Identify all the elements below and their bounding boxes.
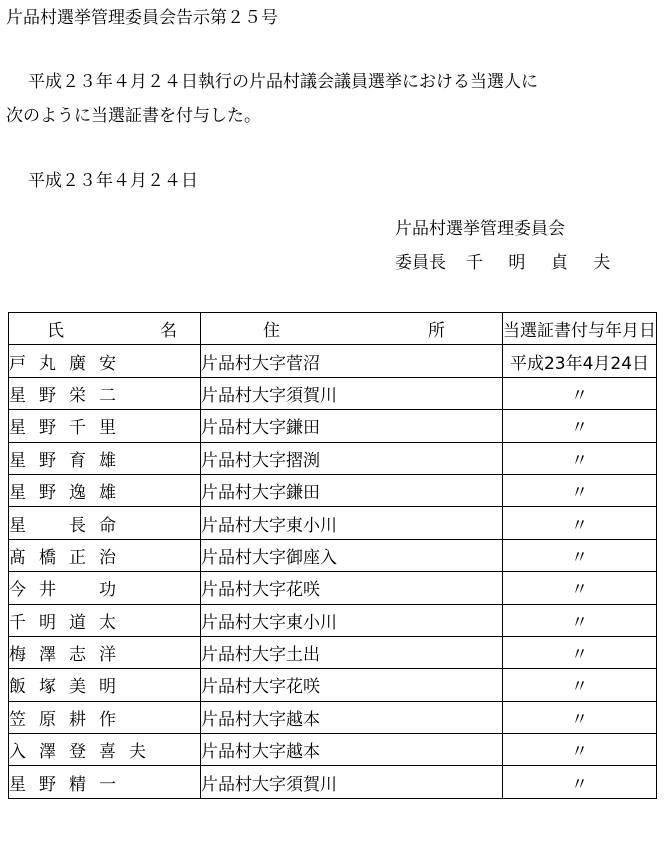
certificate-date: 〃	[503, 766, 657, 798]
certificate-date: 〃	[503, 442, 657, 474]
table-row	[9, 604, 657, 636]
member-address: 片品村大字花咲	[201, 572, 503, 604]
member-address: 片品村大字摺渕	[201, 442, 503, 474]
member-address: 片品村大字御座入	[201, 539, 503, 571]
chair-name: 千 明 貞 夫	[466, 253, 621, 273]
member-address: 片品村大字土出	[201, 636, 503, 668]
member-address: 片品村大字花咲	[201, 669, 503, 701]
table-row	[9, 442, 657, 474]
table-row	[9, 474, 657, 506]
certificate-date: 〃	[503, 604, 657, 636]
member-address: 片品村大字須賀川	[201, 766, 503, 798]
member-address: 片品村大字越本	[201, 734, 503, 766]
member-address: 片品村大字鎌田	[201, 474, 503, 506]
member-name: 今井 功	[9, 572, 201, 604]
certificate-date: 〃	[503, 377, 657, 409]
chair-title: 委員長	[395, 253, 446, 273]
issuing-organization: 片品村選挙管理委員会	[395, 219, 565, 239]
certificate-date: 〃	[503, 410, 657, 442]
certificate-date: 〃	[503, 701, 657, 733]
member-address: 片品村大字東小川	[201, 604, 503, 636]
table-header-row	[9, 313, 657, 345]
notice-body-line-1: 平成２３年４月２４日執行の片品村議会議員選挙における当選人に	[28, 72, 538, 92]
table-row	[9, 701, 657, 733]
notice-title: 片品村選挙管理委員会告示第２５号	[6, 8, 278, 28]
member-name: 星野精一	[9, 766, 201, 798]
chair-signature	[395, 253, 620, 273]
table-row	[9, 572, 657, 604]
notice-body-line-2: 次のように当選証書を付与した。	[6, 106, 261, 126]
member-name: 星野逸雄	[9, 474, 201, 506]
table-row	[9, 539, 657, 571]
column-header-name: 氏 名	[9, 313, 201, 345]
table-row	[9, 766, 657, 798]
member-address: 片品村大字菅沼	[201, 345, 503, 377]
table-row	[9, 345, 657, 377]
table-row	[9, 377, 657, 409]
certificate-date: 平成23年4月24日	[503, 345, 657, 377]
certificate-date: 〃	[503, 669, 657, 701]
certificate-date: 〃	[503, 507, 657, 539]
member-name: 星野千里	[9, 410, 201, 442]
member-address: 片品村大字鎌田	[201, 410, 503, 442]
member-address: 片品村大字越本	[201, 701, 503, 733]
notice-date: 平成２３年４月２４日	[28, 171, 198, 191]
certificate-date: 〃	[503, 572, 657, 604]
table-row	[9, 410, 657, 442]
member-address: 片品村大字東小川	[201, 507, 503, 539]
certificate-date: 〃	[503, 539, 657, 571]
table-row	[9, 507, 657, 539]
member-name: 星 長命	[9, 507, 201, 539]
member-name: 戸丸廣安	[9, 345, 201, 377]
table-row	[9, 669, 657, 701]
member-name: 星野栄二	[9, 377, 201, 409]
member-name: 入澤登喜夫	[9, 734, 201, 766]
table-row	[9, 636, 657, 668]
member-name: 髙橋正治	[9, 539, 201, 571]
column-header-date: 当選証書付与年月日	[503, 313, 657, 345]
certificate-date: 〃	[503, 474, 657, 506]
member-name: 飯塚美明	[9, 669, 201, 701]
member-name: 千明道太	[9, 604, 201, 636]
elected-members-table	[8, 312, 657, 799]
column-header-address: 住 所	[201, 313, 503, 345]
certificate-date: 〃	[503, 734, 657, 766]
member-name: 笠原耕作	[9, 701, 201, 733]
member-address: 片品村大字須賀川	[201, 377, 503, 409]
table-row	[9, 734, 657, 766]
member-name: 星野育雄	[9, 442, 201, 474]
member-name: 梅澤志洋	[9, 636, 201, 668]
certificate-date: 〃	[503, 636, 657, 668]
